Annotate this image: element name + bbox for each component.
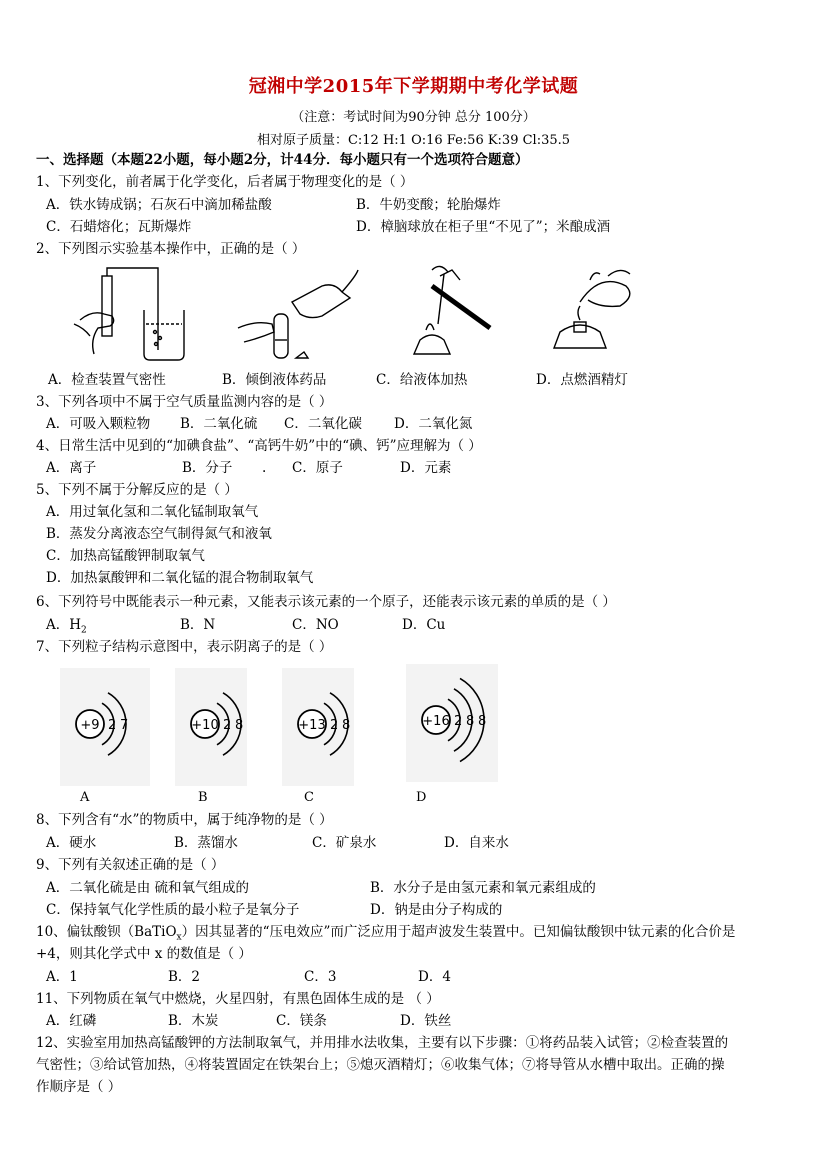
q3-option-c: C．二氧化碳 [284,416,362,432]
nucleus-charge: +9 [80,718,100,733]
q1-option-a: A．铁水铸成锅；石灰石中滴加稀盐酸 [46,197,272,213]
q10-option-c: C．3 [304,969,337,985]
q5-option-d: D．加热氯酸钾和二氧化锰的混合物制取氧气 [46,570,314,586]
atom-diagram-d [406,664,498,782]
atom-label-d: D [416,790,427,805]
q7-atom-diagrams [50,664,520,804]
electron-count: 2 [223,718,232,733]
question-10-stem: 10、偏钛酸钡（BaTiO$_x$）因其显著的“压电效应”而广泛应用于超声波发生装置中。已知偏钛酸钡中钛元素的化合价是 [36,924,736,943]
atom-label-c: C [304,790,314,805]
q10-option-d: D．4 [418,969,451,985]
electron-count: 8 [466,714,475,729]
question-3-stem: 3、下列各项中不属于空气质量监测内容的是（ ） [36,394,333,410]
atom-diagram-a [60,668,150,786]
electron-count: 8 [342,718,351,733]
q4-option-a: A．离子 [46,460,97,476]
q5-option-b: B．蒸发分离液态空气制得氮气和液氧 [46,526,272,542]
question-1-stem: 1、下列变化，前者属于化学变化，后者属于物理变化的是（ ） [36,174,414,190]
electron-count: 2 [330,718,339,733]
section-heading: 一、选择题（本题22小题，每小题2分，计44分．每小题只有一个选项符合题意） [36,152,529,168]
figure-lighting-lamp [554,270,630,348]
q3-option-b: B．二氧化硫 [180,416,258,432]
q2-option-d: D．点燃酒精灯 [536,372,628,388]
q10-option-a: A．1 [46,969,78,985]
electron-count: 2 [108,718,117,733]
question-11-stem: 11、下列物质在氧气中燃烧，火星四射，有黑色固体生成的是 （ ） [36,991,440,1007]
q9-option-b: B．水分子是由氢元素和氧元素组成的 [370,880,596,896]
q5-option-a: A．用过氧化氢和二氧化锰制取氧气 [46,504,259,520]
nucleus-charge: +10 [191,718,219,733]
q4-option-b: B．分子 [182,460,233,476]
q8-option-d: D．自来水 [444,835,509,851]
atom-label-b: B [198,790,208,805]
q8-option-a: A．硬水 [46,835,97,851]
atomic-mass-line: 相对原子质量：C:12 H:1 O:16 Fe:56 K:39 Cl:35.5 [256,133,571,148]
electron-count: 7 [120,718,129,733]
q8-option-b: B．蒸馏水 [174,835,238,851]
q2-option-b: B．倾倒液体药品 [222,372,327,388]
nucleus-charge: +13 [298,718,326,733]
question-4-stem: 4、日常生活中见到的“加碘食盐”、“高钙牛奶”中的“碘、钙”应理解为（ ） [36,438,482,454]
q2-lab-figures [60,262,680,370]
q4-option-c: C．原子 [292,460,343,476]
q1-option-b: B．牛奶变酸；轮胎爆炸 [356,197,501,213]
q6-option-c: C．NO [292,617,339,633]
q6-option-a: A．$H_2$ [46,617,87,636]
question-7-stem: 7、下列粒子结构示意图中，表示阴离子的是（ ） [36,639,333,655]
q5-option-c: C．加热高锰酸钾制取氧气 [46,548,205,564]
question-10-stem-cont: +4，则其化学式中 x 的数值是（ ） [36,946,252,962]
q4-stray-dot: . [262,460,267,476]
q9-option-a: A．二氧化硫是由 硫和氧气组成的 [46,880,250,896]
question-5-stem: 5、下列不属于分解反应的是（ ） [36,482,238,498]
q2-option-a: A．检查装置气密性 [48,372,166,388]
q11-option-d: D．铁丝 [400,1013,452,1029]
exam-note: （注意：考试时间为90分钟 总分 100分） [291,110,536,125]
q11-option-c: C．镁条 [276,1013,327,1029]
q11-option-a: A．红磷 [46,1013,97,1029]
question-12-line-1: 12、实验室用加热高锰酸钾的方法制取氧气，并用排水法收集，主要有以下步骤：①将药品装入试管；②检查装置的 [36,1035,729,1051]
q1-option-c: C．石蜡熔化；瓦斯爆炸 [46,219,192,235]
q1-option-d: D．樟脑球放在柜子里“不见了”；米酿成酒 [356,219,611,235]
q9-option-c: C．保持氧气化学性质的最小粒子是氧分子 [46,902,300,918]
q8-option-c: C．矿泉水 [312,835,377,851]
atom-label-a: A [80,790,90,805]
question-12-line-2: 气密性；③给试管加热，④将装置固定在铁架台上；⑤熄灭酒精灯；⑥收集气体；⑦将导管从水槽中取出。正确的操 [36,1057,725,1073]
figure-pouring-liquid [238,270,358,358]
electron-count: 8 [478,714,487,729]
q6-option-d: D．Cu [402,617,446,633]
q2-option-c: C．给液体加热 [376,372,468,388]
nucleus-charge: +16 [422,714,450,729]
question-9-stem: 9、下列有关叙述正确的是（ ） [36,857,225,873]
question-8-stem: 8、下列含有“水”的物质中，属于纯净物的是（ ） [36,812,333,828]
electron-count: 8 [235,718,244,733]
page-title: 冠湘中学2015年下学期期中考化学试题 [248,76,579,97]
q4-option-d: D．元素 [400,460,452,476]
question-6-stem: 6、下列符号中既能表示一种元素，又能表示该元素的一个原子，还能表示该元素的单质的是（ ） [36,594,616,610]
atom-diagram-c [282,668,354,786]
q3-option-d: D．二氧化氮 [394,416,473,432]
q9-option-d: D．钠是由分子构成的 [370,902,503,918]
figure-airtightness-check [74,268,184,360]
question-12-line-3: 作顺序是（ ） [36,1079,122,1095]
figure-heating-liquid [414,266,490,354]
q11-option-b: B．木炭 [168,1013,219,1029]
electron-count: 2 [454,714,463,729]
q10-option-b: B．2 [168,969,201,985]
atom-diagram-b [175,668,247,786]
q6-option-b: B．N [180,617,216,633]
question-2-stem: 2、下列图示实验基本操作中，正确的是（ ） [36,241,306,257]
q3-option-a: A．可吸入颗粒物 [46,416,151,432]
atom-box [60,668,150,786]
